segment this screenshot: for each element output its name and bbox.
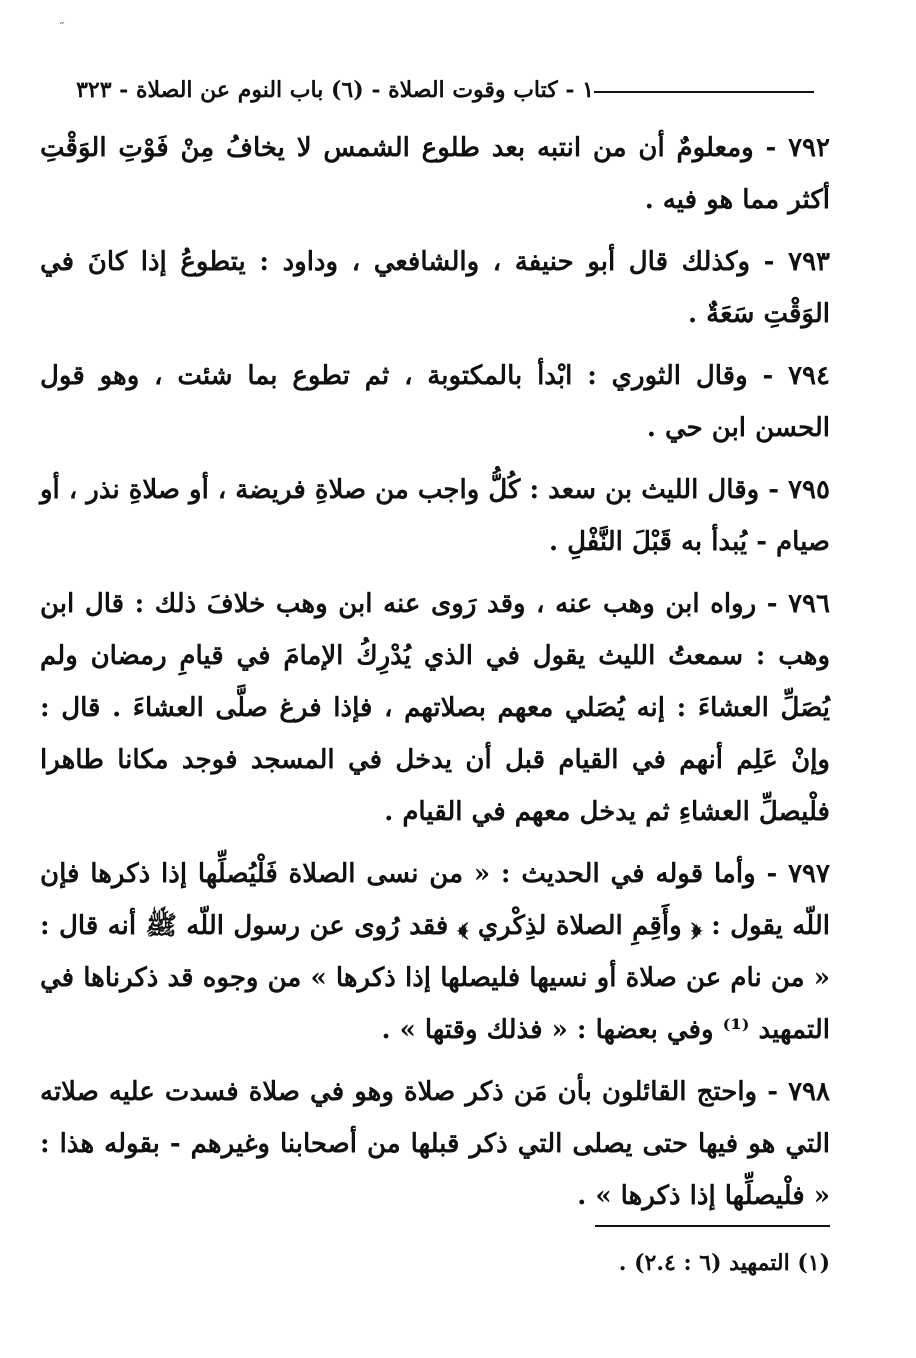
paragraph-794: ٧٩٤ - وقال الثوري : ابْدأ بالمكتوبة ، ثم تطوع بما شئت ، وهو قول الحسن ابن حي .	[40, 361, 830, 443]
scan-mark: ˶	[60, 14, 64, 28]
paragraph-792: ٧٩٢ - ومعلومٌ أن من انتبه بعد طلوع الشمس لا يخافُ مِنْ فَوْتِ الوَقْتِ أكثر مما هو فيه .	[40, 133, 830, 215]
page-body	[40, 122, 830, 1232]
running-header	[40, 70, 830, 110]
footnote-separator	[595, 1225, 830, 1227]
paragraph-797: ٧٩٧ - وأما قوله في الحديث : « من نسى الصلاة فَلْيُصلِّها إذا ذكرها فإن اللّه يقول : ﴿ وأَقِمِ الصلاة لذِكْري ﴾ فقد رُوى عن رسول اللّه ﷺ أنه قال : « من نام عن صلاة أو نسيها فليصلها إذا ذكرها » من وجوه قد ذكرناها في التمهيد ⁽¹⁾ وفي بعضها : « فذلك وقتها » .	[40, 859, 830, 1045]
paragraph-795: ٧٩٥ - وقال الليث بن سعد : كُلُّ واجب من صلاةِ فريضة ، أو صلاةِ نذر ، أو صيام - يُبدأ به قَبْلَ النَّفْلِ .	[40, 475, 830, 557]
page	[40, 60, 830, 1350]
paragraph-798: ٧٩٨ - واحتج القائلون بأن مَن ذكر صلاة وهو في صلاة فسدت عليه صلاته التي هو فيها حتى يصلى التي ذكر قبلها من أصحابنا وغيرهم - بقوله هذا : « فلْيصلِّها إذا ذكرها » .	[40, 1077, 830, 1211]
paragraph-793: ٧٩٣ - وكذلك قال أبو حنيفة ، والشافعي ، وداود : يتطوعُ إذا كانَ في الوَقْتِ سَعَةٌ .	[40, 247, 831, 329]
header-text: ١ - كتاب وقوت الصلاة - (٦) باب النوم عن الصلاة - ٣٢٣	[76, 77, 594, 103]
paragraph-796: ٧٩٦ - رواه ابن وهب عنه ، وقد رَوى عنه ابن وهب خلافَ ذلك : قال ابن وهب : سمعتُ الليث يقول في الذي يُدْرِكُ الإمامَ في قيامِ رمضان ولم يُصَلِّ العشاءَ : إنه يُصَلي معهم بصلاتهم ، فإذا فرغ صلَّى العشاءَ . قال : وإنْ عَلِم أنهم في القيام قبل أن يدخل في المسجد فوجد مكانا طاهرا فلْيصلِّ العشاءِ ثم يدخل معهم في القيام .	[40, 589, 830, 827]
header-rule	[594, 91, 814, 93]
footnote: (١) التمهيد (٦ : ٢.٤) .	[618, 1250, 830, 1276]
